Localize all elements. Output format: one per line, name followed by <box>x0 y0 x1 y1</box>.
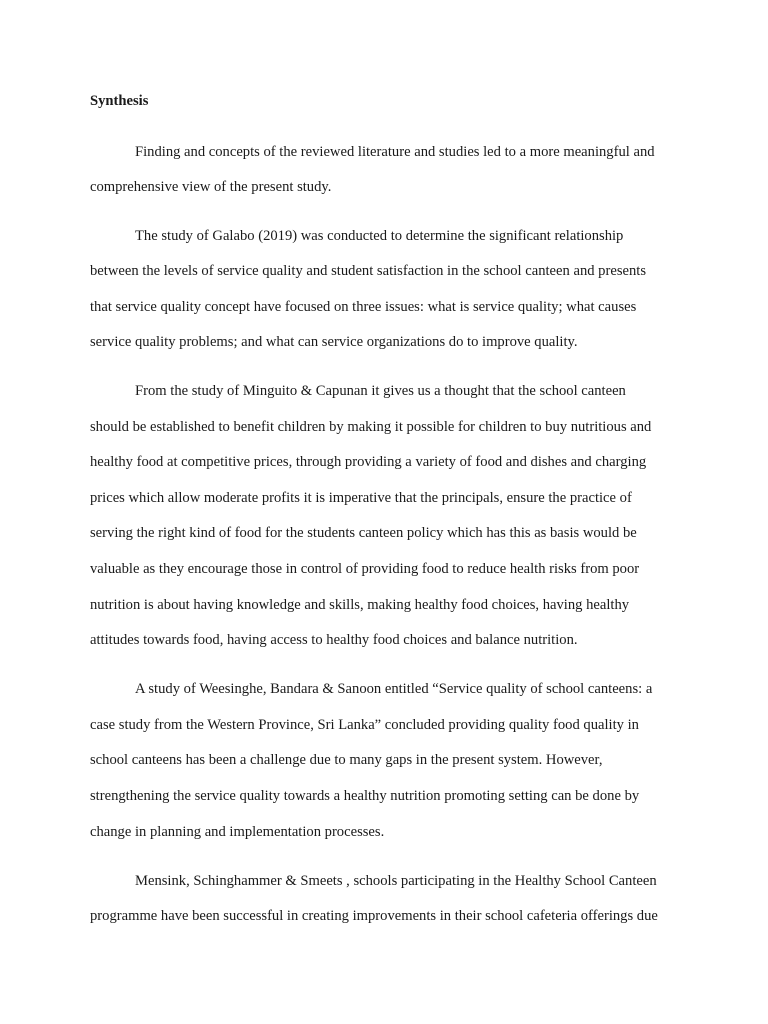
paragraph-4-line-3: school canteens has been a challenge due to many gaps in the present system. However, <box>90 752 603 768</box>
paragraph-2-line-3: that service quality concept have focused on three issues: what is service quality; what causes <box>90 299 637 315</box>
paragraph-3-line-4: prices which allow moderate profits it is imperative that the principals, ensure the practice of <box>90 490 632 506</box>
paragraph-5-line-1: Mensink, Schinghammer & Smeets , schools participating in the Healthy School Canteen <box>135 873 657 889</box>
paragraph-3-line-8: attitudes towards food, having access to healthy food choices and balance nutrition. <box>90 632 578 648</box>
paragraph-2-line-2: between the levels of service quality and student satisfaction in the school canteen and presents <box>90 263 647 279</box>
paragraph-3-line-5: serving the right kind of food for the students canteen policy which has this as basis would be <box>90 525 637 541</box>
paragraph-3-line-2: should be established to benefit children by making it possible for children to buy nutritious and <box>90 419 652 435</box>
paragraph-3-line-7: nutrition is about having knowledge and skills, making healthy food choices, having healthy <box>90 597 630 613</box>
paragraph-4-line-2: case study from the Western Province, Sri Lanka” concluded providing quality food quality in <box>90 717 639 733</box>
paragraph-3-line-3: healthy food at competitive prices, through providing a variety of food and dishes and charging <box>90 454 647 470</box>
page-title: Synthesis <box>90 93 149 109</box>
paragraph-4-line-4: strengthening the service quality towards a healthy nutrition promoting setting can be done by <box>90 788 640 804</box>
paragraph-3-line-6: valuable as they encourage those in control of providing food to reduce health risks from poor <box>90 561 640 577</box>
paragraph-4-line-5: change in planning and implementation processes. <box>90 824 385 840</box>
paragraph-1-line-1: Finding and concepts of the reviewed literature and studies led to a more meaningful and <box>135 144 655 160</box>
paragraph-2-line-1: The study of Galabo (2019) was conducted to determine the significant relationship <box>135 228 624 244</box>
paragraph-1-line-2: comprehensive view of the present study. <box>90 179 332 195</box>
paragraph-2-line-4: service quality problems; and what can service organizations do to improve quality. <box>90 334 578 350</box>
paragraph-5-line-2: programme have been successful in creating improvements in their school cafeteria offerings due <box>90 908 658 924</box>
paragraph-3-line-1: From the study of Minguito & Capunan it gives us a thought that the school canteen <box>135 383 626 399</box>
paragraph-4-line-1: A study of Weesinghe, Bandara & Sanoon entitled “Service quality of school canteens: a <box>135 681 653 697</box>
